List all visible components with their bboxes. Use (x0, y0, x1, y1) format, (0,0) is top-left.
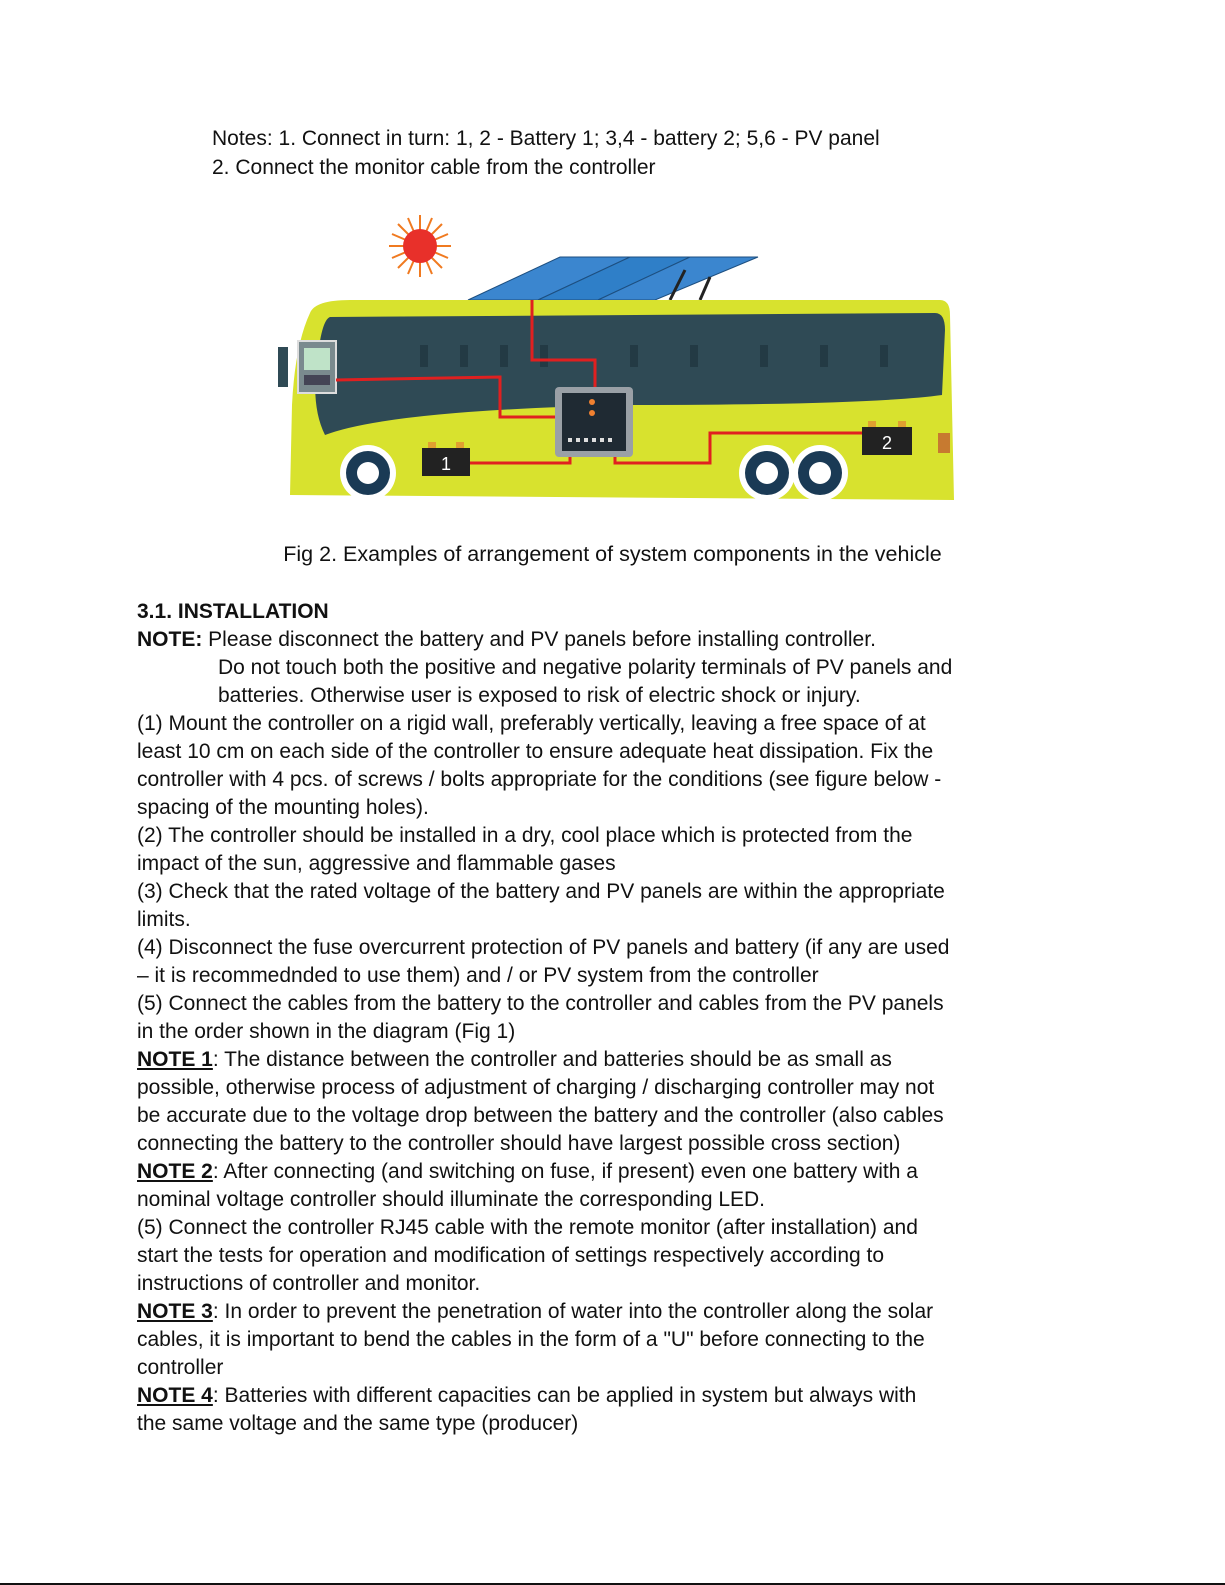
note-line-3: batteries. Otherwise user is exposed to risk of electric shock or injury. (218, 684, 861, 707)
step-1-line-1: (1) Mount the controller on a rigid wall, preferably vertically, leaving a free space of at (137, 712, 926, 735)
step-3-line-2: limits. (137, 908, 191, 931)
step-4-line-2: – it is recommednded to use them) and / or PV system from the controller (137, 964, 819, 987)
vehicle-system-diagram (270, 205, 970, 515)
battery-2-label: 2 (881, 433, 893, 453)
note-4-line-2: the same voltage and the same type (producer) (137, 1412, 579, 1435)
remote-monitor-icon (298, 341, 336, 393)
step-6-line-1: (5) Connect the controller RJ45 cable with the remote monitor (after installation) and (137, 1216, 918, 1239)
battery-1-label: 1 (440, 454, 452, 474)
note-1-text: : The distance between the controller and batteries should be as small as (212, 1048, 892, 1071)
step-1-line-4: spacing of the mounting holes). (137, 796, 429, 819)
note-1-line-4: connecting the battery to the controller should have largest possible cross section) (137, 1132, 901, 1155)
note-3-line-3: controller (137, 1356, 224, 1379)
note-3-line-2: cables, it is important to bend the cables in the form of a "U" before connecting to the (137, 1328, 925, 1351)
note-1-line-1 (137, 1046, 1087, 1074)
sun-icon (389, 215, 451, 277)
note-2-label: NOTE 2 (137, 1160, 213, 1183)
step-2-line-2: impact of the sun, aggressive and flammable gases (137, 852, 616, 875)
note-1-line-3: be accurate due to the voltage drop between the battery and the controller (also cables (137, 1104, 944, 1127)
note-line-2: Do not touch both the positive and negative polarity terminals of PV panels and (218, 656, 953, 679)
notes-line-2: 2. Connect the monitor cable from the controller (212, 156, 656, 179)
note-3-text: : In order to prevent the penetration of water into the controller along the solar (212, 1300, 934, 1323)
step-6-line-3: instructions of controller and monitor. (137, 1272, 481, 1295)
notes-line-1: Notes: 1. Connect in turn: 1, 2 - Battery 1; 3,4 - battery 2; 5,6 - PV panel (212, 127, 880, 150)
solar-panel-icon (468, 257, 758, 300)
figure-caption: Fig 2. Examples of arrangement of system components in the vehicle (283, 542, 942, 566)
note-2-line-1 (137, 1158, 1087, 1186)
step-1-line-3: controller with 4 pcs. of screws / bolts appropriate for the conditions (see figure below - (137, 768, 942, 791)
step-5-line-2: in the order shown in the diagram (Fig 1) (137, 1020, 516, 1043)
note-2-line-2: nominal voltage controller should illuminate the corresponding LED. (137, 1188, 766, 1211)
note-text: Please disconnect the battery and PV panels before installing controller. (202, 628, 876, 651)
step-1-line-2: least 10 cm on each side of the controller to ensure adequate heat dissipation. Fix the (137, 740, 934, 763)
note-4-line-1 (137, 1382, 1087, 1410)
step-5-line-1: (5) Connect the cables from the battery to the controller and cables from the PV panels (137, 992, 944, 1015)
note-1-line-2: possible, otherwise process of adjustment of charging / discharging controller may not (137, 1076, 935, 1099)
installation-section (137, 598, 1087, 1438)
step-2-line-1: (2) The controller should be installed in a dry, cool place which is protected from the (137, 824, 913, 847)
note-label: NOTE: (137, 628, 203, 651)
section-heading: 3.1. INSTALLATION (137, 600, 329, 623)
note-1-label: NOTE 1 (137, 1048, 213, 1071)
note-3-line-1 (137, 1298, 1087, 1326)
step-4-line-1: (4) Disconnect the fuse overcurrent protection of PV panels and battery (if any are used (137, 936, 950, 959)
note-paragraph (137, 626, 1087, 654)
step-6-line-2: start the tests for operation and modification of settings respectively according to (137, 1244, 885, 1267)
note-2-text: : After connecting (and switching on fuse, if present) even one battery with a (212, 1160, 918, 1183)
step-3-line-1: (3) Check that the rated voltage of the battery and PV panels are within the appropriate (137, 880, 945, 903)
note-4-text: : Batteries with different capacities can be applied in system but always with (212, 1384, 917, 1407)
note-3-label: NOTE 3 (137, 1300, 213, 1323)
notes-block (212, 124, 880, 182)
note-4-label: NOTE 4 (137, 1384, 213, 1407)
charge-controller-icon (555, 387, 633, 457)
